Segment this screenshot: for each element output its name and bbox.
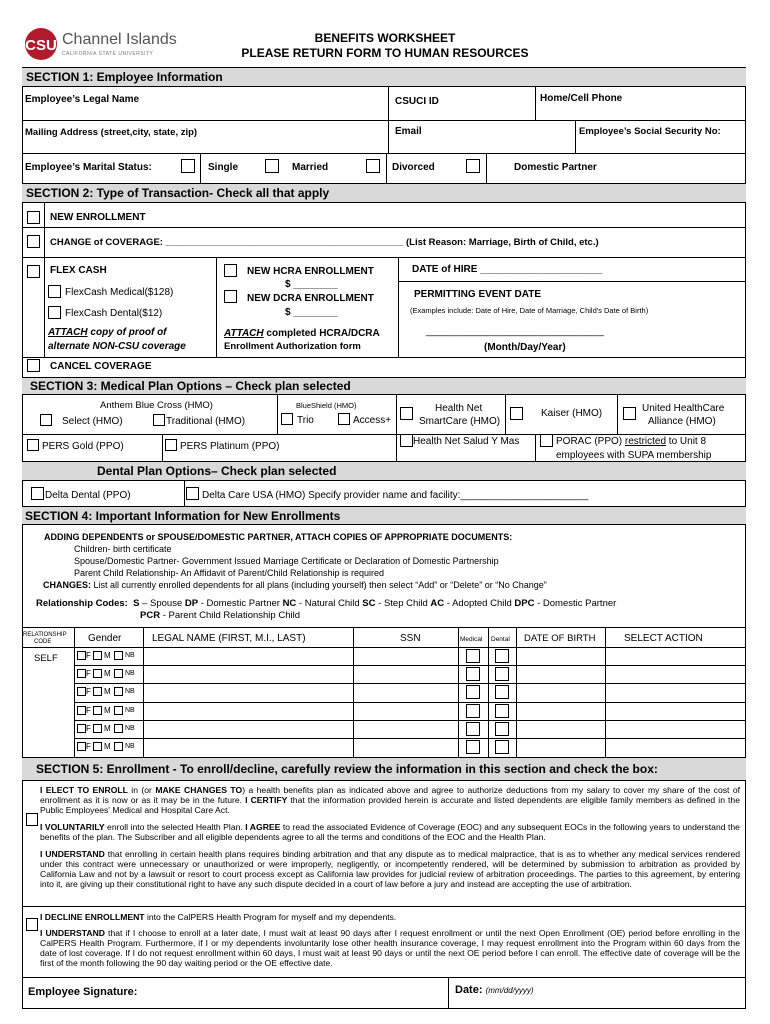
legal-name-label: Employee’s Legal Name [25, 94, 140, 105]
pers-platinum-checkbox[interactable] [165, 439, 177, 451]
gender-m-label: M [104, 705, 111, 715]
email-field[interactable] [390, 140, 572, 152]
employee-signature-field[interactable] [145, 980, 445, 1006]
enroll-checkbox[interactable] [26, 813, 38, 826]
blueshield-access-label: Access+ [353, 415, 392, 426]
flex-dental-label: FlexCash Dental($12) [65, 308, 163, 319]
attach-proof-line1: ATTACH copy of proof of [48, 327, 167, 338]
porac-label: PORAC (PPO) restricted to Unit 8 [556, 436, 707, 447]
th-legal-name: LEGAL NAME (FIRST, M.I., LAST) [152, 633, 306, 644]
blueshield-label: BlueShield (HMO) [296, 401, 357, 410]
single-checkbox[interactable] [181, 159, 195, 173]
gender-f-label: F [86, 742, 91, 751]
dcra-label: NEW DCRA ENROLLMENT [247, 293, 374, 304]
gender-nb-label: NB [125, 724, 135, 732]
attach-hcra-line1: ATTACH completed HCRA/DCRA [224, 328, 380, 339]
gender-nb-checkbox[interactable] [114, 651, 123, 660]
change-coverage-checkbox[interactable] [27, 235, 40, 248]
gender-m-checkbox[interactable] [93, 706, 102, 715]
th-ssn: SSN [400, 633, 421, 644]
gender-nb-label: NB [125, 706, 135, 714]
pcr-doc: Parent Child Relationship- An Affidavit of Parent/Child Relationship is required [74, 568, 385, 578]
married-checkbox[interactable] [265, 159, 279, 173]
gender-nb-checkbox[interactable] [114, 687, 123, 696]
voluntarily-text: I VOLUNTARILY enroll into the selected Health Plan. I AGREE to read the associated Evidence of Coverage (EOC) and any subsequent EOCs in the following years to understand the benefits of the plan. The Subscriber and all eligible dependents agree to all the terms and conditions of the EOC and the Health Plan. [40, 822, 740, 842]
gender-f-label: F [86, 723, 91, 733]
th-gender: Gender [88, 633, 122, 644]
hcra-checkbox[interactable] [224, 264, 237, 277]
hcra-label: NEW HCRA ENROLLMENT [247, 266, 374, 277]
email-label: Email [395, 126, 422, 137]
arbitration-text: I UNDERSTAND that enrolling in certain health plans requires binding arbitration and that any dispute as to medical malpractice, that is as to whether any medical services rendered under this contract were unnecessary or unauthorized or were improperly, negligently, or incompetently rendered, will be determined by submission to arbitration as provided by California Law and not by a lawsuit or resort to court process except as California law provides for judicial review of arbitration proceedings. The parties to this agreement, by entering into it, are giving up their constitutional right to have any such dispute decided in a court of law before a jury and instead are accepting the use of arbitration. [40, 849, 741, 889]
gender-f-label: F [86, 705, 91, 715]
domestic-partner-label: Domestic Partner [514, 162, 597, 173]
flex-dental-checkbox[interactable] [48, 306, 61, 319]
phone-label: Home/Cell Phone [540, 93, 623, 104]
divorced-checkbox[interactable] [366, 159, 380, 173]
svg-text:CSU: CSU [25, 37, 57, 54]
gender-nb-checkbox[interactable] [114, 724, 123, 733]
blueshield-trio-label: Trio [297, 415, 314, 426]
permitting-event-label: PERMITTING EVENT DATE [414, 289, 542, 300]
uhc-label-1: United HealthCare [642, 403, 725, 414]
blueshield-access-checkbox[interactable] [338, 413, 350, 425]
employee-signature-label: Employee Signature: [28, 986, 138, 998]
gender-m-checkbox[interactable] [93, 669, 102, 678]
changes-note: CHANGES: List all currently enrolled dependents for all plans (including yourself) then select “Add” or “Delete” or “No Change” [43, 580, 547, 590]
delta-ppo-checkbox[interactable] [31, 487, 44, 500]
decline-checkbox[interactable] [26, 918, 38, 931]
spouse-doc: Spouse/Domestic Partner- Government Issued Marriage Certificate or Declaration of Domestic Partnership [74, 556, 499, 566]
gender-nb-label: NB [125, 670, 135, 678]
permitting-date-field[interactable]: ________________________________ [426, 326, 604, 337]
th-relationship-1: RELATIONSHIP [23, 632, 67, 638]
flex-cash-label: FLEX CASH [50, 265, 107, 276]
logo-name: Channel Islands [62, 31, 177, 48]
gender-f-checkbox[interactable] [77, 742, 86, 751]
pers-gold-checkbox[interactable] [27, 439, 39, 451]
gender-nb-label: NB [125, 688, 135, 696]
gender-m-label: M [104, 742, 111, 751]
domestic-partner-checkbox[interactable] [466, 159, 480, 173]
gender-nb-checkbox[interactable] [114, 669, 123, 678]
gender-f-checkbox[interactable] [77, 706, 86, 715]
change-coverage-label: CHANGE of COVERAGE: _____________________________________________ (List Reason: Marriage, Birth of Child, etc.) [50, 237, 599, 248]
ssn-label: Employee’s Social Security No: [579, 126, 721, 137]
section-4-header: SECTION 4: Important Information for New Enrollments [22, 506, 746, 525]
gender-f-checkbox[interactable] [77, 669, 86, 678]
blueshield-trio-checkbox[interactable] [281, 413, 293, 425]
healthnet-salud-checkbox[interactable] [400, 434, 413, 447]
form-title: BENEFITS WORKSHEET [314, 31, 456, 45]
gender-f-checkbox[interactable] [77, 687, 86, 696]
elect-to-enroll-text: I ELECT TO ENROLL in (or MAKE CHANGES TO) a health benefits plan as indicated above and agree to authorize deductions from my salary to cover my share of the cost of enrollment as it is now or as it may be in the future. I CERTIFY that the information provided herein is accurate and listed dependents are eligible family members as defined in the Public Employees' Medical and Hospital Care Act. [40, 785, 740, 815]
mailing-label: Mailing Address (street,city, state, zip) [25, 127, 198, 138]
new-enrollment-label: NEW ENROLLMENT [50, 212, 146, 223]
th-select-action: SELECT ACTION [624, 633, 703, 644]
kaiser-label: Kaiser (HMO) [541, 408, 603, 419]
pers-gold-label: PERS Gold (PPO) [42, 441, 124, 452]
dcra-amount[interactable]: $ ________ [285, 307, 338, 318]
gender-f-checkbox[interactable] [77, 724, 86, 733]
section-1-header: SECTION 1: Employee Information [22, 67, 746, 87]
permitting-examples: (Examples include: Date of Hire, Date of Marriage, Child's Date of Birth) [410, 306, 649, 315]
gender-nb-label: NB [125, 652, 135, 659]
self-label: SELF [34, 653, 58, 664]
new-enrollment-checkbox[interactable] [27, 211, 40, 224]
mailing-field[interactable] [24, 140, 384, 152]
pers-platinum-label: PERS Platinum (PPO) [180, 441, 280, 452]
gender-m-label: M [104, 723, 111, 733]
flex-medical-checkbox[interactable] [48, 285, 61, 298]
table-row [143, 647, 746, 665]
delta-hmo-checkbox[interactable] [186, 487, 199, 500]
delta-ppo-label: Delta Dental (PPO) [45, 490, 131, 501]
anthem-traditional-label: Traditional (HMO) [166, 416, 246, 427]
th-dental: Dental [491, 636, 510, 643]
divorced-label: Divorced [392, 162, 435, 173]
healthnet-label-1: Health Net [435, 403, 483, 414]
dental-header: Dental Plan Options– Check plan selected [22, 461, 746, 481]
porac-label-2: employees with SUPA membership [556, 450, 712, 461]
gender-f-label: F [86, 651, 91, 660]
legal-name-field[interactable] [24, 106, 384, 118]
th-dob: DATE OF BIRTH [524, 633, 596, 644]
form-subtitle: PLEASE RETURN FORM TO HUMAN RESOURCES [241, 46, 529, 60]
th-relationship-2: CODE [34, 639, 52, 645]
gender-nb-checkbox[interactable] [114, 742, 123, 751]
understand-later-text: I UNDERSTAND that if I choose to enroll at a later date, I must wait at least 90 days after I request enrollment or until the next Open Enrollment (OE) period before enrolling in the CalPERS Health Program. Furthermore, if I or my dependents involuntarily lose other health insurance coverage, I may request enrollment into the Program within 60 days from the date of lost coverage. If I do not request enrollment within 60 days, I must wait at least 90 days or until the next OE period before I can enroll. The effective date of coverage will be the first of the month following the 90 day waiting period or the OE effective date. [40, 928, 740, 968]
porac-checkbox[interactable] [540, 434, 553, 447]
table-row [143, 665, 746, 683]
cancel-coverage-label: CANCEL COVERAGE [50, 361, 152, 372]
section-5-header: SECTION 5: Enrollment - To enroll/decline, carefully review the information in this section and check the box: [22, 757, 746, 781]
table-row [143, 738, 746, 756]
uhc-checkbox[interactable] [623, 407, 636, 420]
delta-hmo-label: Delta Care USA (HMO) Specify provider name and facility:_______________________ [202, 490, 589, 501]
gender-nb-checkbox[interactable] [114, 706, 123, 715]
adding-dependents: ADDING DEPENDENTS or SPOUSE/DOMESTIC PARTNER, ATTACH COPIES OF APPROPRIATE DOCUMENTS: [44, 532, 513, 542]
kaiser-checkbox[interactable] [510, 407, 523, 420]
gender-m-checkbox[interactable] [93, 651, 102, 660]
gender-f-label: F [86, 669, 91, 679]
marital-status-label: Employee’s Marital Status: [25, 162, 152, 173]
table-row [143, 720, 746, 738]
attach-proof-line2: alternate NON-CSU coverage [48, 341, 186, 352]
table-row [143, 702, 746, 720]
section-3-header: SECTION 3: Medical Plan Options – Check plan selected [22, 377, 746, 395]
single-label: Single [208, 162, 239, 173]
gender-f-checkbox[interactable] [77, 651, 86, 660]
flex-medical-label: FlexCash Medical($128) [65, 287, 174, 298]
healthnet-smartcare-checkbox[interactable] [400, 407, 413, 420]
attach-hcra-line2: Enrollment Authorization form [224, 341, 361, 352]
gender-m-label: M [104, 651, 111, 660]
relationship-codes: Relationship Codes: S – Spouse DP - Domestic Partner NC - Natural Child SC - Step Child AC - Adopted Child DPC - Domestic Partner [36, 598, 617, 609]
csuci-id-field[interactable] [390, 108, 532, 119]
phone-field[interactable] [537, 106, 742, 118]
anthem-select-checkbox[interactable] [40, 414, 52, 426]
month-day-year-label: (Month/Day/Year) [484, 342, 566, 353]
anthem-select-label: Select (HMO) [62, 416, 123, 427]
csuci-id-label: CSUCI ID [395, 96, 439, 107]
pcr-code: PCR - Parent Child Relationship Child [140, 610, 300, 621]
gender-m-label: M [104, 669, 111, 679]
decline-text: I DECLINE ENROLLMENT into the CalPERS Health Program for myself and my dependents. [40, 912, 397, 922]
anthem-label: Anthem Blue Cross (HMO) [100, 400, 213, 411]
children-doc: Children- birth certificate [74, 544, 172, 554]
gender-m-checkbox[interactable] [93, 742, 102, 751]
hcra-amount[interactable]: $ ________ [285, 279, 338, 290]
healthnet-label-2: SmartCare (HMO) [419, 416, 501, 427]
ssn-field[interactable] [577, 140, 742, 152]
gender-m-checkbox[interactable] [93, 687, 102, 696]
uhc-label-2: Alliance (HMO) [648, 416, 716, 427]
anthem-traditional-checkbox[interactable] [153, 414, 165, 426]
th-medical: Medical [460, 636, 483, 643]
signature-date-field[interactable] [545, 980, 740, 1006]
gender-f-label: F [86, 687, 91, 697]
date-label: Date: (mm/dd/yyyy) [455, 984, 534, 996]
date-of-hire-label: DATE of HIRE ______________________ [412, 264, 603, 275]
table-row [143, 683, 746, 701]
gender-m-label: M [104, 687, 111, 697]
dcra-checkbox[interactable] [224, 290, 237, 303]
healthnet-salud-label: Health Net Salud Y Mas [413, 436, 520, 447]
gender-m-checkbox[interactable] [93, 724, 102, 733]
cancel-coverage-checkbox[interactable] [27, 359, 40, 372]
flex-cash-checkbox[interactable] [27, 265, 40, 278]
section-2-header: SECTION 2: Type of Transaction- Check all that apply [22, 183, 746, 203]
gender-nb-label: NB [125, 743, 135, 750]
married-label: Married [292, 162, 329, 173]
logo-subtitle: CALIFORNIA STATE UNIVERSITY [62, 51, 154, 57]
